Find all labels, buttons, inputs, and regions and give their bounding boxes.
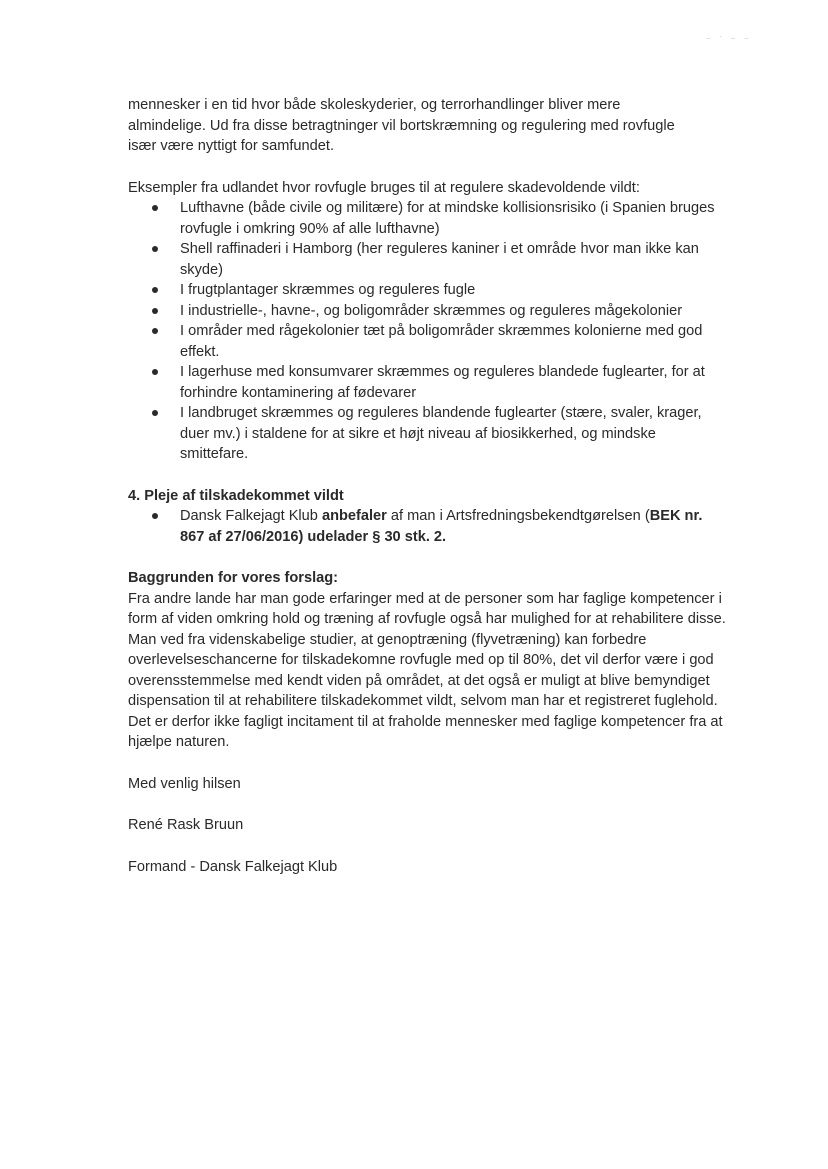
intro-paragraph: mennesker i en tid hvor både skoleskyderier, og terrorhandlinger bliver mere almindelige. Ud fra disse betragtninger vil bortskræmning og regulering med rovfugle især være nyttigt for samfundet. [128,97,675,154]
list-item: I landbruget skræmmes og reguleres blandende fuglearter (stære, svaler, krager, duer mv.) i staldene for at sikre et højt niveau af biosikkerhed, og mindske smittefare. [128,403,728,465]
signatory-title: Formand - Dansk Falkejagt Klub [128,858,338,875]
list-item: I industrielle-, havne-, og boligområder skræmmes og reguleres mågekolonier [128,301,728,322]
list-item: I frugtplantager skræmmes og reguleres fugle [128,280,728,301]
bullet-icon [152,328,158,334]
recommendation-text: af man i Artsfredningsbekendtgørelsen ( [386,508,650,524]
background-heading: Baggrunden for vores forslag: [128,570,339,586]
bullet-icon [152,308,158,314]
document-page [128,95,728,877]
regulation-reference: BEK nr. 867 af 27/06/2016) udelader § 30 stk. 2. [180,508,703,545]
bullet-icon [152,410,158,416]
examples-heading: Eksempler fra udlandet hvor rovfugle bruges til at regulere skadevoldende vildt: [128,179,640,196]
list-item: I områder med rågekolonier tæt på boligområder skræmmes kolonierne med god effekt. [128,321,728,362]
bullet-icon [152,513,158,519]
list-item: I lagerhuse med konsumvarer skræmmes og reguleres blandede fuglearter, for at forhindre kontaminering af fødevarer [128,362,728,403]
bullet-icon [152,246,158,252]
recommendation-list [128,506,728,547]
signatory-name: René Rask Bruun [128,817,244,833]
org-name: Dansk Falkejagt Klub [180,508,318,524]
bullet-icon [152,287,158,293]
recommendation-verb: anbefaler [317,508,387,524]
list-item: Lufthavne (både civile og militære) for at mindske kollisionsrisiko (i Spanien bruges rovfugle i omkring 90% af alle lufthavne) [128,198,728,239]
bullet-icon [152,205,158,211]
section-4-heading: 4. Pleje af tilskadekommet vildt [128,487,344,504]
bullet-icon [152,369,158,375]
scan-artifact-mark: ⁻ ˙ ⁻ ⁻ [706,35,752,45]
recommendation-item [128,506,728,547]
list-item: Shell raffinaderi i Hamborg (her reguleres kaniner i et område hvor man ikke kan skyde) [128,239,728,280]
background-paragraph: Fra andre lande har man gode erfaringer med at de personer som har faglige kompetencer i form af viden omkring hold og træning af rovfugle også har mulighed for at rehabilitere disse. Man ved fra videnskabelige studier, at genoptræning (flyvetræning) kan forbedre overlevelseschancerne for tilskadekomne rovfugle med op til 80%, det vil derfor være i god overensstemmelse med kendt viden på området, at det også er muligt at blive bemyndiget dispensation til at rehabilitere tilskadekommet vildt, selvom man har et registreret fuglehold. Det er derfor ikke fagligt incitament til at fraholde mennesker med faglige kompetencer fra at hjælpe naturen. [128,590,726,750]
examples-list [128,198,728,465]
closing-greeting: Med venlig hilsen [128,775,241,792]
